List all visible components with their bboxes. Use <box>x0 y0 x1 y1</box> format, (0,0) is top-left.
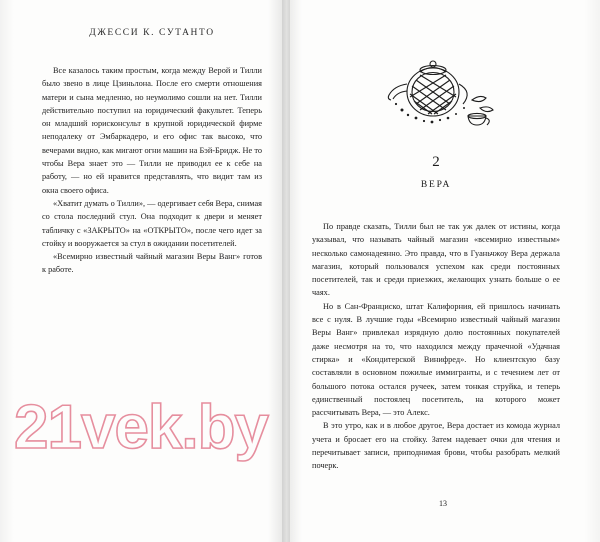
chapter-opener <box>312 44 560 190</box>
paragraph: «Хватит думать о Тилли», — одергивает себя Вера, снимая со стола последний стул. Она подходит к двери и меняет табличку с «ЗАКРЫТО» на «ОТКРЫТО», после чего идет за стойку и вооружается за стул в ожидании посетителей. <box>42 198 263 248</box>
left-page-body <box>42 64 262 277</box>
chapter-number: 2 <box>432 154 440 170</box>
paragraph: Но в Сан-Франциско, штат Калифорния, ей пришлось начинать все с нуля. В лучшие годы «Всемирно известный чайный магазин Веры Ванг» привлекал изрядную долю постоянных покупателей даже несмотря на то, что находился между прачечной «Удачная стирка» и «Кондитерской Винифред». Но клиентскую базу составляли в основном пожилые иммигранты, и с течением лет от большого потока остался ручеек, затем тонкая струйка, и теперь единственный постоялец посетитель, на которого может рассчитывать Вера, — это Алекс. <box>312 301 560 418</box>
running-head-author: ДЖЕССИ К. СУТАНТО <box>89 28 215 38</box>
right-page <box>286 0 600 542</box>
paragraph: Все казалось таким простым, когда между Верой и Тилли было звено в лице Цзиньлона. После его смерти отношения матери и сына медленно, но неумолимо сошли на нет. Тилли действительно поступил на юридический факультет. Теперь он младший юрисконсульт в крупной юридической фирме неподалеку от Эмбаркадеро, и его офис так высоко, что вечерами видно, как мигают огни машин на Бэй-Бридж. Не то чтобы Вера знает это — Тилли не приводил ее к себе на работу, — но ей нравится представлять, что видит там из окна своего офиса. <box>42 66 262 195</box>
paragraph: «Всемирно известный чайный магазин Веры Ванг» готов к работе. <box>42 252 262 275</box>
teapot-with-teacups-icon <box>376 44 496 140</box>
paragraph: По правде сказать, Тилли был не так уж далек от истины, когда указывал, что называть чайный магазин «всемирно известным» несколько самонадеянно. Это правда, что в Гуаньчжоу Вера держала магазин, который пользовался успехом как среди постоянных посетителей, так и среди приезжих, желающих узнать больше о ее чаях. <box>312 222 560 298</box>
page-number: 13 <box>439 499 447 508</box>
right-page-body <box>312 220 560 473</box>
left-page <box>0 0 286 542</box>
chapter-title: ВЕРА <box>420 180 452 190</box>
paragraph: В это утро, как и в любое другое, Вера достает из комода журнал учета и бросает его на стойку. Затем надевает очки для чтения и перечитывает записи, приподнимая брови, чтобы разобрать мелкий почерк. <box>312 421 560 471</box>
folio <box>286 499 600 508</box>
